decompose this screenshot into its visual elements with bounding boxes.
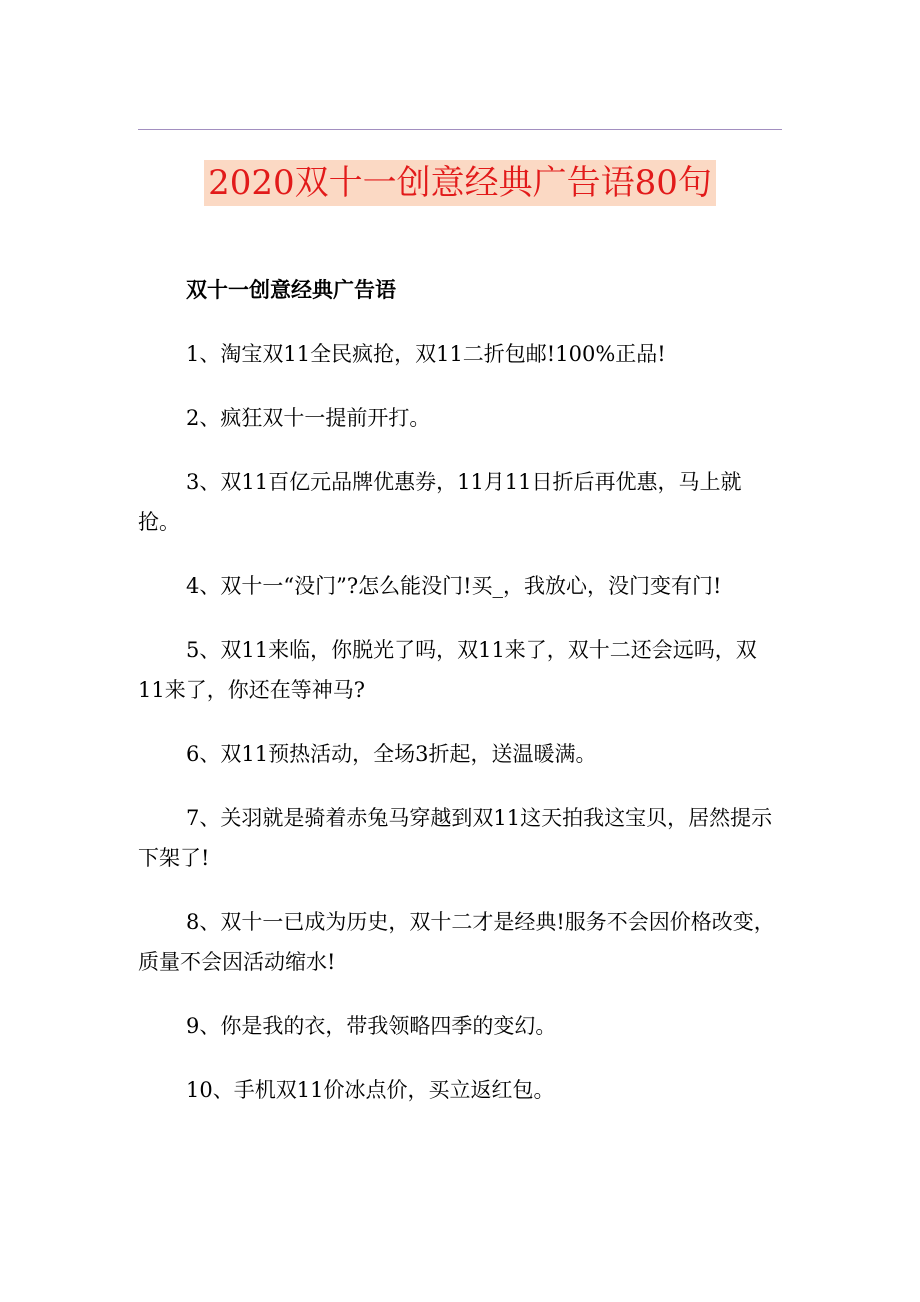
paragraph-6: 6、双11预热活动，全场3折起，送温暖满。: [186, 742, 597, 766]
title-container: [0, 160, 920, 206]
paragraph-2: 2、疯狂双十一提前开打。: [186, 406, 431, 430]
document-title: 2020双十一创意经典广告语80句: [204, 160, 716, 206]
paragraph-1: 1、淘宝双11全民疯抢，双11二折包邮!100%正品!: [186, 342, 666, 366]
header-rule: [138, 129, 782, 130]
paragraph-7: 7、关羽就是骑着赤兔马穿越到双11这天拍我这宝贝，居然提示下架了!: [138, 806, 773, 870]
section-heading: 双十一创意经典广告语: [186, 278, 396, 302]
paragraph-5: 5、双11来临，你脱光了吗，双11来了，双十二还会远吗，双11来了，你还在等神马?: [138, 638, 757, 702]
paragraph-9: 9、你是我的衣，带我领略四季的变幻。: [186, 1014, 557, 1038]
paragraph-10: 10、手机双11价冰点价，买立返红包。: [186, 1078, 555, 1102]
paragraph-3: 3、双11百亿元品牌优惠券，11月11日折后再优惠，马上就抢。: [138, 470, 742, 534]
document-body: [138, 270, 782, 1134]
paragraph-8: 8、双十一已成为历史，双十二才是经典!服务不会因价格改变，质量不会因活动缩水!: [138, 910, 775, 974]
paragraph-4: 4、双十一“没门”?怎么能没门!买_，我放心，没门变有门!: [186, 574, 722, 598]
